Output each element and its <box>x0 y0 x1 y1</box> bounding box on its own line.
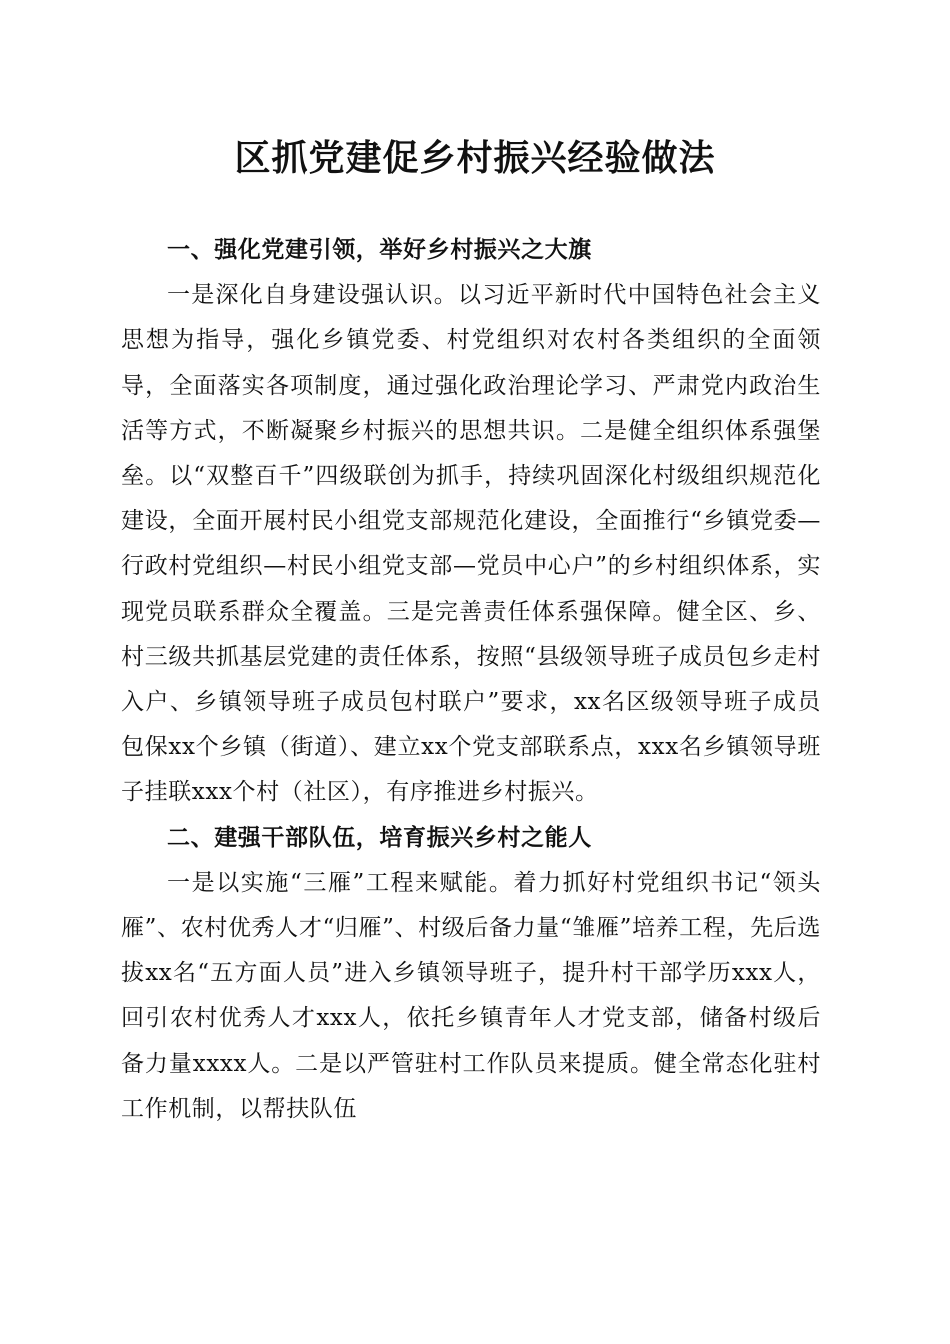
section-paragraph-2: 一是以实施“三雁”工程来赋能。着力抓好村党组织书记“领头雁”、农村优秀人才“归雁”、村级后备力量“雏雁”培养工程，先后选拔xx名“五方面人员”进入乡镇领导班子，提升村干部学历xxx人，回引农村优秀人才xxx人，依托乡镇青年人才党支部，储备村级后备力量xxxx人。二是以严管驻村工作队员来提质。健全常态化驻村工作机制，以帮扶队伍 <box>121 869 821 1122</box>
document-title: 区抓党建促乡村振兴经验做法 <box>234 137 716 179</box>
section-heading-1: 一、强化党建引领，举好乡村振兴之大旗 <box>167 237 592 263</box>
section-paragraph-1: 一是深化自身建设强认识。以习近平新时代中国特色社会主义思想为指导，强化乡镇党委、村党组织对农村各类组织的全面领导，全面落实各项制度，通过强化政治理论学习、严肃党内政治生活等方式，不断凝聚乡村振兴的思想共识。二是健全组织体系强堡垒。以“双整百千”四级联创为抓手，持续巩固深化村级组织规范化建设，全面开展村民小组党支部规范化建设，全面推行“乡镇党委—行政村党组织—村民小组党支部—党员中心户”的乡村组织体系，实现党员联系群众全覆盖。三是完善责任体系强保障。健全区、乡、村三级共抓基层党建的责任体系，按照“县级领导班子成员包乡走村入户、乡镇领导班子成员包村联户”要求，xx名区级领导班子成员包保xx个乡镇（街道）、建立xx个党支部联系点，xxx名乡镇领导班子挂联xxx个村（社区），有序推进乡村振兴。 <box>121 282 821 806</box>
document-body <box>121 228 821 1132</box>
section-heading-2: 二、建强干部队伍，培育振兴乡村之能人 <box>167 824 592 851</box>
